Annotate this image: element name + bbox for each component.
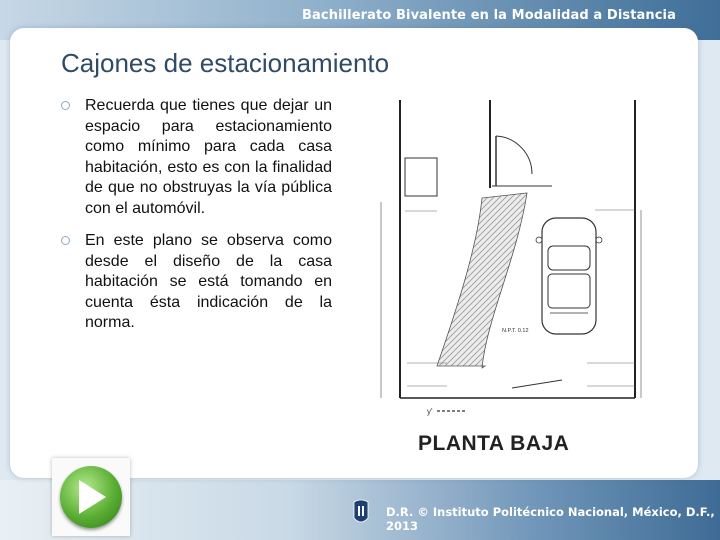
program-title: Bachillerato Bivalente en la Modalidad a Distancia [302,8,676,23]
floor-plan-image [377,98,667,460]
bullet-item [60,96,332,219]
bullet-icon [61,236,70,245]
bullet-text: En este plano se observa como desde el diseño de la casa habitación se está tomando en cuenta ésta indicación de la norma. [85,232,332,331]
svg-text:y': y' [427,407,433,416]
svg-text:N.P.T. 0.12: N.P.T. 0.12 [502,328,529,334]
slide-title: Cajones de estacionamiento [61,48,390,78]
floor-plan-drawing [377,98,667,460]
bullet-icon [61,101,70,110]
bullet-list [60,96,332,346]
car-icon [536,218,602,334]
bullet-item [60,231,332,334]
bullet-text: Recuerda que tienes que dejar un espacio para estacionamiento como mínimo para cada casa habitación, esto es con la finalidad de que no obstruyas la vía pública con el automóvil. [85,97,332,217]
ipn-logo-icon [352,498,370,526]
play-triangle-icon [79,480,106,514]
play-button[interactable] [52,458,130,536]
plan-caption: PLANTA BAJA [418,432,570,455]
copyright-text: D.R. © Instituto Politécnico Nacional, México, D.F., 2013 [386,505,715,533]
